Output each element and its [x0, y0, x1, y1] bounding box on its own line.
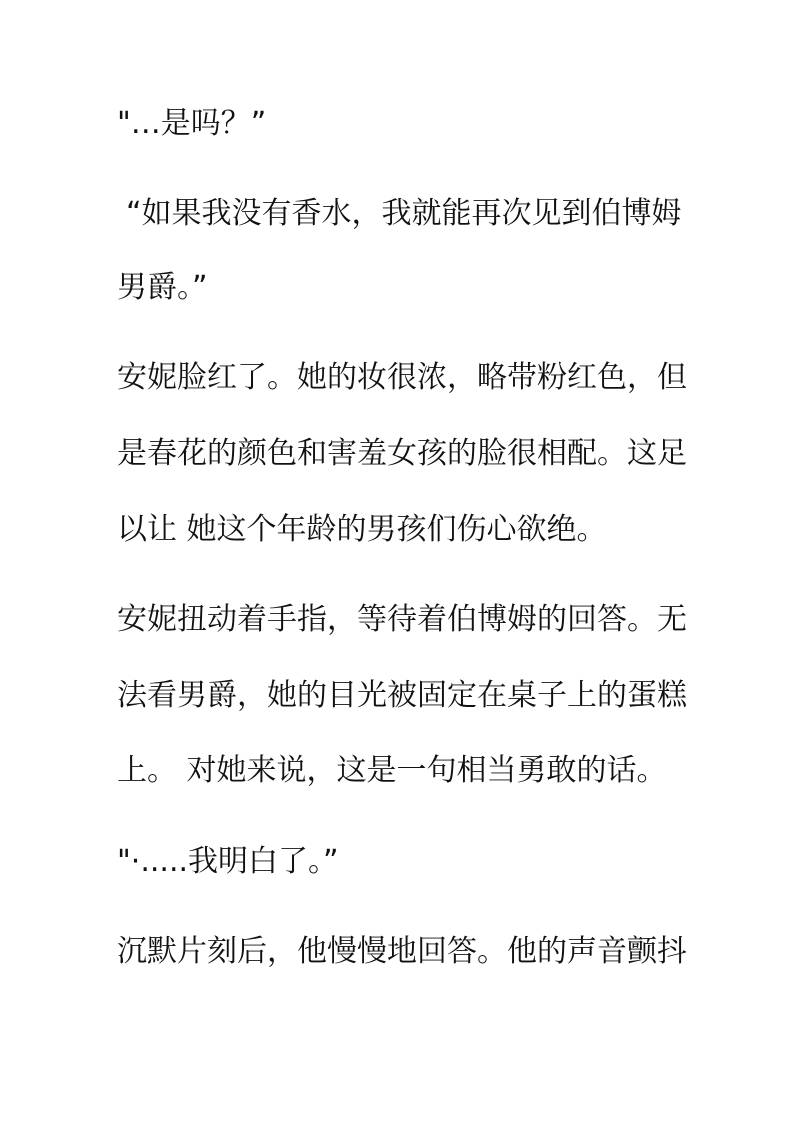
text-line-5: 是春花的颜色和害羞女孩的脸很相配。这足 [117, 436, 687, 471]
text-line-8: 法看男爵，她的目光被固定在桌子上的蛋糕 [117, 678, 687, 713]
text-line-11: 沉默片刻后，他慢慢地回答。他的声音颤抖 [117, 934, 687, 969]
text-line-7: 安妮扭动着手指，等待着伯博姆的回答。无 [117, 602, 687, 637]
text-line-1: "…是吗？” [117, 106, 267, 141]
text-line-4: 安妮脸红了。她的妆很浓，略带粉红色，但 [117, 360, 687, 395]
text-line-9: 上。 对她来说，这是一句相当勇敢的话。 [117, 753, 667, 788]
text-line-6: 以让 她这个年龄的男孩们伤心欲绝。 [117, 512, 607, 547]
text-line-3: 男爵。” [117, 270, 208, 305]
text-line-10: "·.....我明白了。” [117, 844, 339, 879]
text-line-2: “如果我没有香水，我就能再次见到伯博姆 [126, 196, 682, 231]
